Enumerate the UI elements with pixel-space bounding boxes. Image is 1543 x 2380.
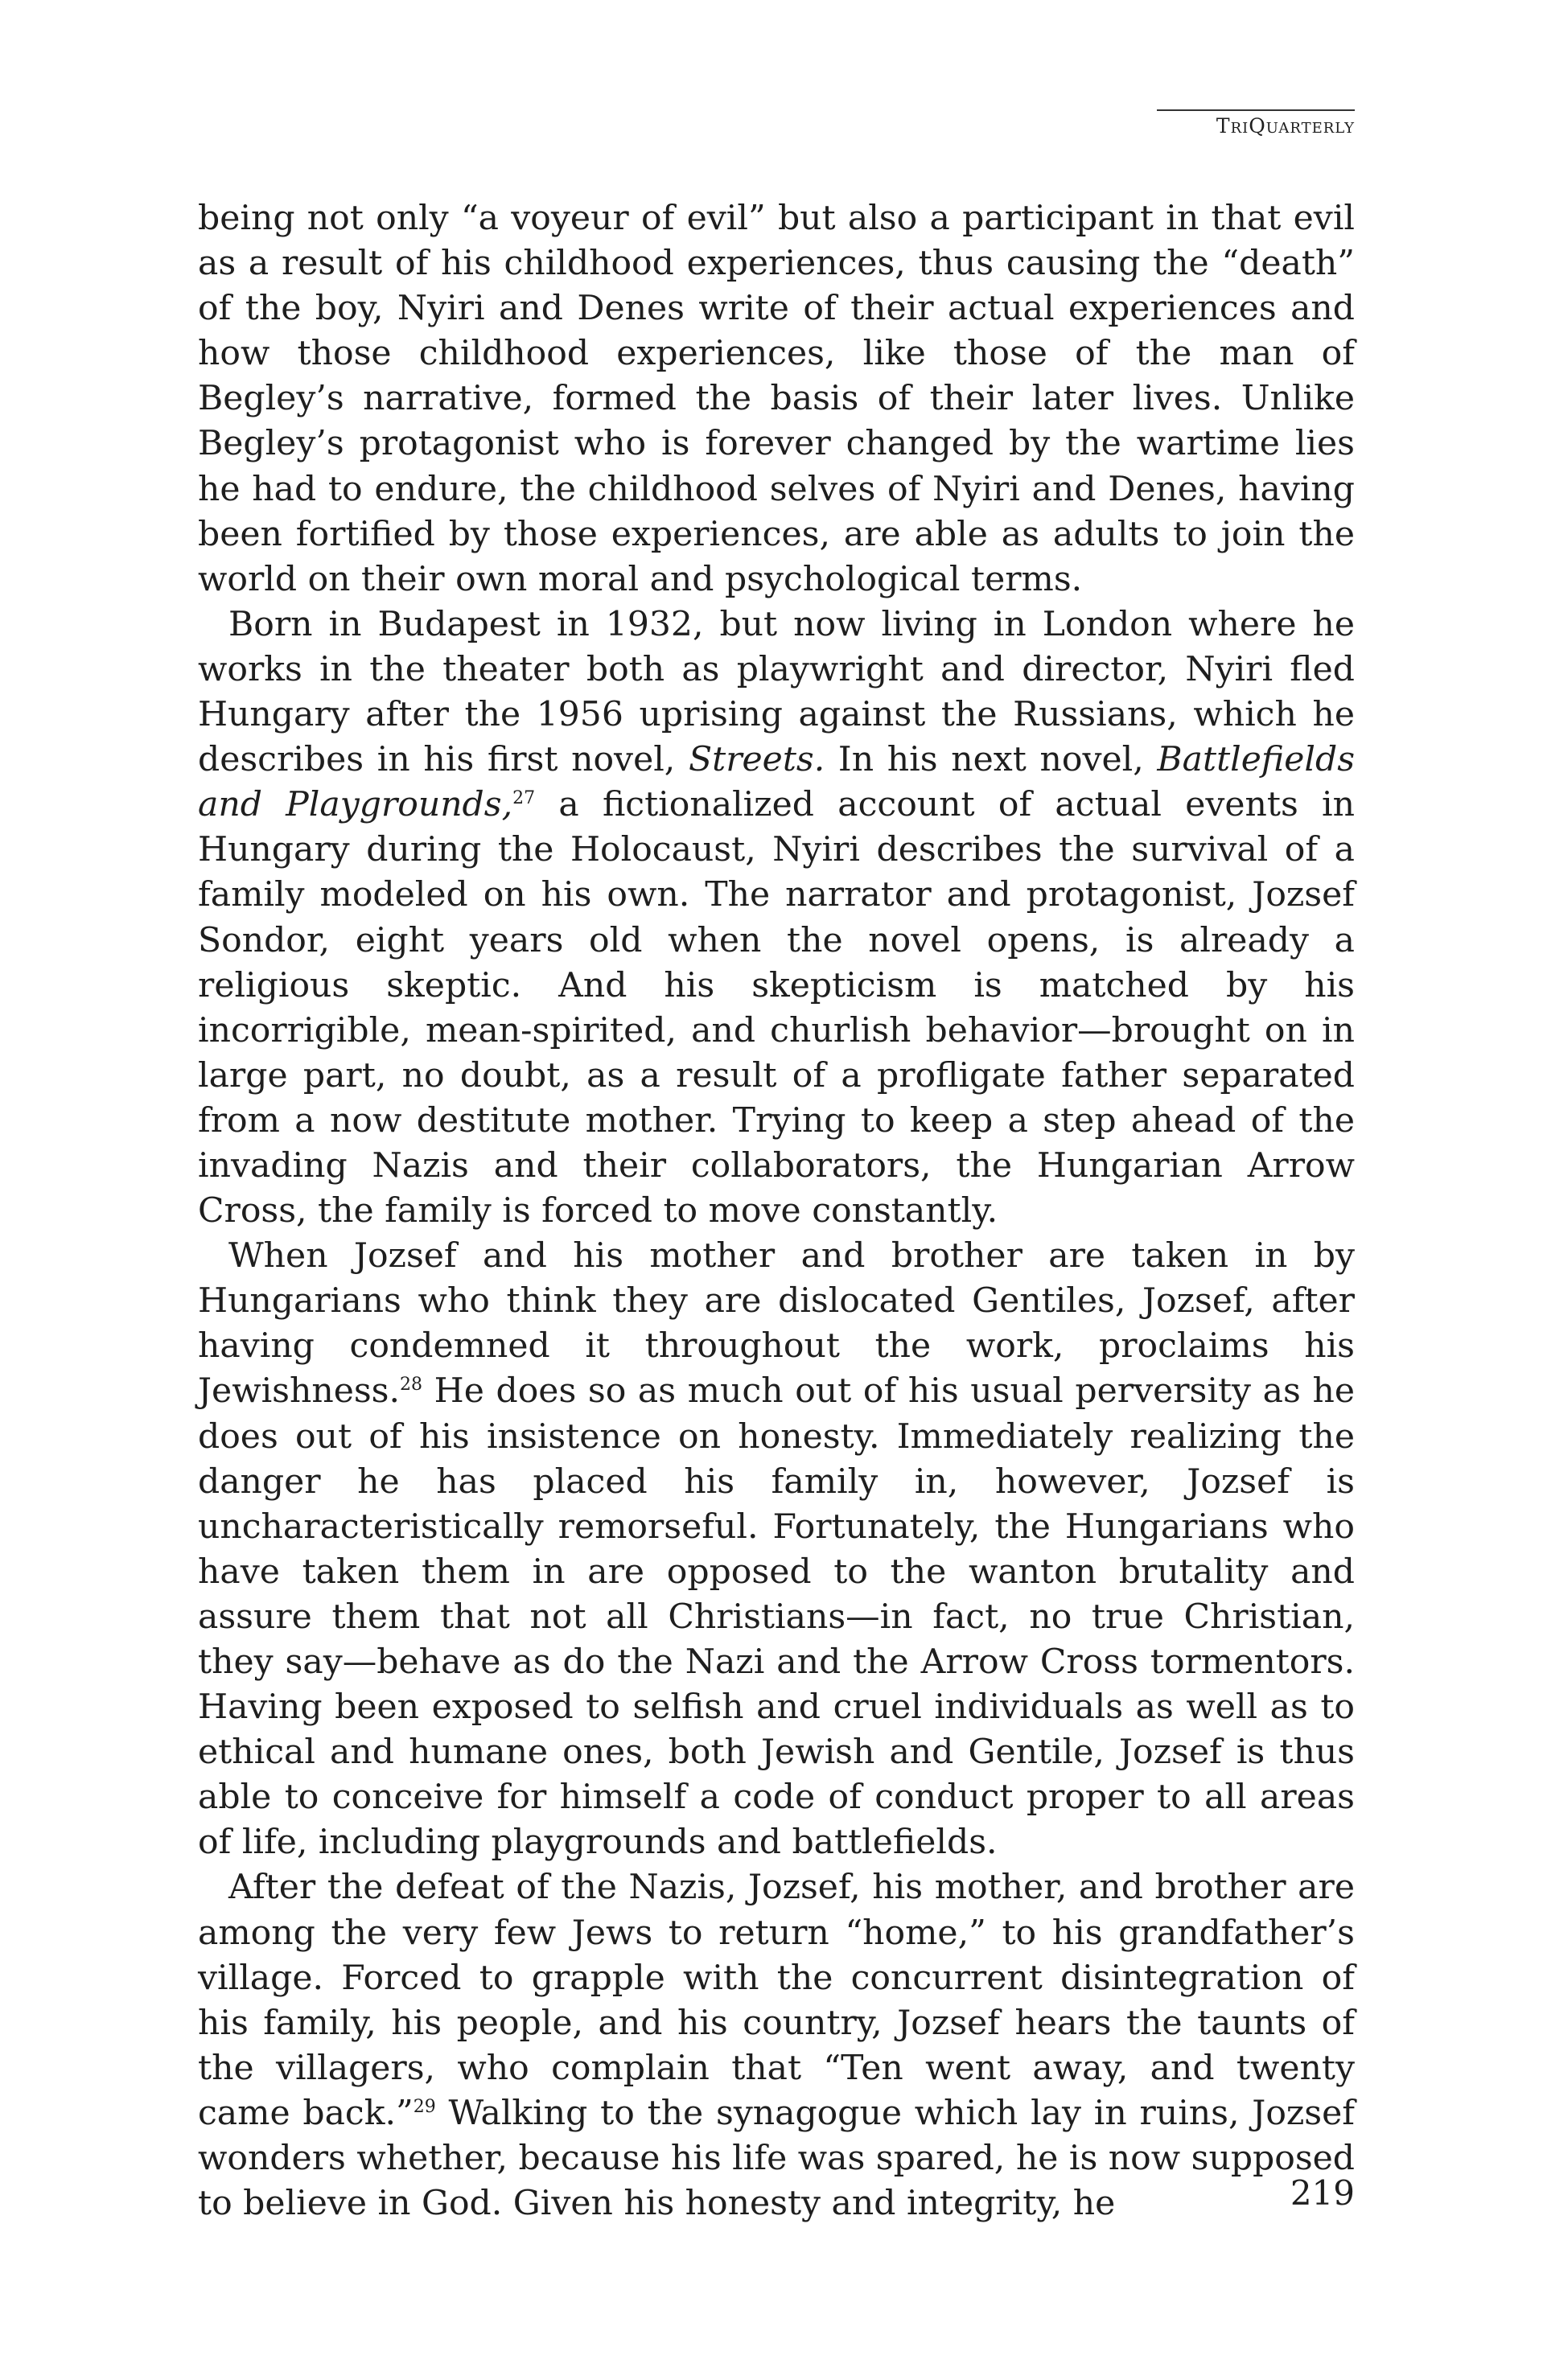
text-run: Walking to the synagogue which lay in ruins, Jozsef wonders whether, because his life was spared, he is now supposed to believe in God. Given his honesty and integrity, he — [198, 2093, 1355, 2224]
paragraph — [198, 602, 1355, 1234]
text-run: In his next novel, — [825, 740, 1158, 780]
paragraph — [198, 1865, 1355, 2226]
text-run: After the defeat of the Nazis, Jozsef, his mother, and brother are among the very few Jews to return “home,” to his grandfather’s village. Forced to grapple with the concurrent disintegration of his family, his people, and his country, Jozsef hears the taunts of the villagers, who complain that “Ten went away, and twenty came back.” — [198, 1868, 1355, 2133]
paragraph — [198, 196, 1355, 602]
footnote-ref: 28 — [400, 1375, 422, 1396]
footnote-ref: 29 — [413, 2096, 436, 2117]
text-run: being not only “a voyeur of evil” but also a participant in that evil as a result of his childhood experiences, thus causing the “death” of the boy, Nyiri and Denes write of their actual experiences and how those childhood experiences, like those of the man of Begley’s narrative, formed the basis of their later lives. Unlike Begley’s protagonist who is forever changed by the wartime lies he had to endure, the childhood selves of Nyiri and Denes, having been fortified by those experiences, are able as adults to join the world on their own moral and psychological terms. — [198, 199, 1355, 599]
italic-title: Battlefields and Playgrounds, — [198, 740, 1356, 825]
running-head: TriQuarterly — [1216, 114, 1355, 138]
italic-title: Streets. — [689, 740, 825, 780]
text-run: a fictionalized account of actual events in Hungary during the Holocaust, Nyiri describes the survival of a family modeled on his own. The narrator and protagonist, Jozsef Sondor, eight years old when the novel opens, is already a religious skeptic. And his skepticism is matched by his incorrigible, mean-spirited, and churlish behavior—brought on in large part, no doubt, as a result of a profligate father separated from a now destitute mother. Trying to keep a step ahead of the invading Nazis and their collaborators, the Hungarian Arrow Cross, the family is forced to move constantly. — [198, 785, 1356, 1231]
footnote-ref: 27 — [512, 788, 536, 809]
article-body — [198, 196, 1355, 2226]
text-run: He does so as much out of his usual perversity as he does out of his insistence on honesty. Immediately realizing the danger he has placed his family in, however, Jozsef is uncharacteristically remorseful. Fortunately, the Hungarians who have taken them in are opposed to the wanton brutality and assure them that not all Christians—in fact, no true Christian, they say—behave as do the Nazi and the Arrow Cross tormentors. Having been exposed to selfish and cruel individuals as well as to ethical and humane ones, both Jewish and Gentile, Jozsef is thus able to conceive for himself a code of conduct proper to all areas of life, including playgrounds and battlefields. — [198, 1371, 1355, 1863]
page-number: 219 — [1290, 2173, 1355, 2213]
paragraph — [198, 1234, 1355, 1865]
text-run: When Jozsef and his mother and brother are taken in by Hungarians who think they are dislocated Gentiles, Jozsef, after having condemned it throughout the work, proclaims his Jewishness. — [198, 1236, 1355, 1412]
running-head-rule — [1157, 109, 1355, 111]
text-run: Born in Budapest in 1932, but now living in London where he works in the theater both as playwright and director, Nyiri fled Hungary after the 1956 uprising against the Russians, which he describes in his first novel, — [198, 604, 1355, 780]
